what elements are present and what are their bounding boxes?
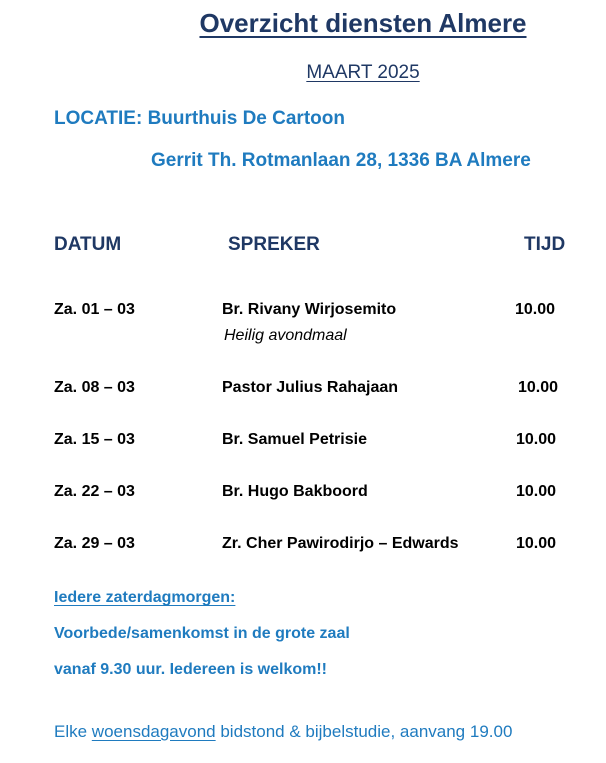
location-address: Gerrit Th. Rotmanlaan 28, 1336 BA Almere [151, 150, 531, 171]
row-1-time: 10.00 [515, 301, 556, 318]
row-5-date: Za. 29 – 03 [54, 535, 135, 552]
row-2-time: 10.00 [518, 379, 559, 396]
footer-underlined: woensdagavond [91, 722, 216, 741]
footer-suffix: bidstond & bijbelstudie, aanvang 19.00 [215, 722, 513, 741]
row-4-speaker: Br. Hugo Bakboord [222, 483, 368, 500]
row-4-date: Za. 22 – 03 [54, 483, 135, 500]
row-1-speaker: Br. Rivany Wirjosemito [222, 301, 397, 318]
row-3-time: 10.00 [516, 431, 557, 448]
row-1-note: Heilig avondmaal [224, 327, 347, 344]
row-1-date: Za. 01 – 03 [54, 301, 135, 318]
location-label: LOCATIE: Buurthuis De Cartoon [54, 108, 345, 129]
row-4-time: 10.00 [516, 483, 557, 500]
info-line-1: Iedere zaterdagmorgen: [54, 589, 236, 606]
row-3-speaker: Br. Samuel Petrisie [222, 431, 367, 448]
row-2-speaker: Pastor Julius Rahajaan [222, 379, 399, 396]
header-time: TIJD [524, 234, 566, 255]
row-2-date: Za. 08 – 03 [54, 379, 135, 396]
month-subtitle: MAART 2025 [306, 62, 420, 83]
row-5-speaker: Zr. Cher Pawirodirjo – Edwards [222, 535, 459, 552]
info-line-2: Voorbede/samenkomst in de grote zaal [54, 625, 350, 642]
footer-prefix: Elke [54, 722, 92, 741]
row-3-date: Za. 15 – 03 [54, 431, 135, 448]
footer-line [54, 722, 512, 742]
row-5-time: 10.00 [516, 535, 557, 552]
info-line-3: vanaf 9.30 uur. Iedereen is welkom!! [54, 661, 327, 678]
header-date: DATUM [54, 234, 122, 255]
header-speaker: SPREKER [228, 234, 320, 255]
page-title: Overzicht diensten Almere [199, 8, 527, 38]
